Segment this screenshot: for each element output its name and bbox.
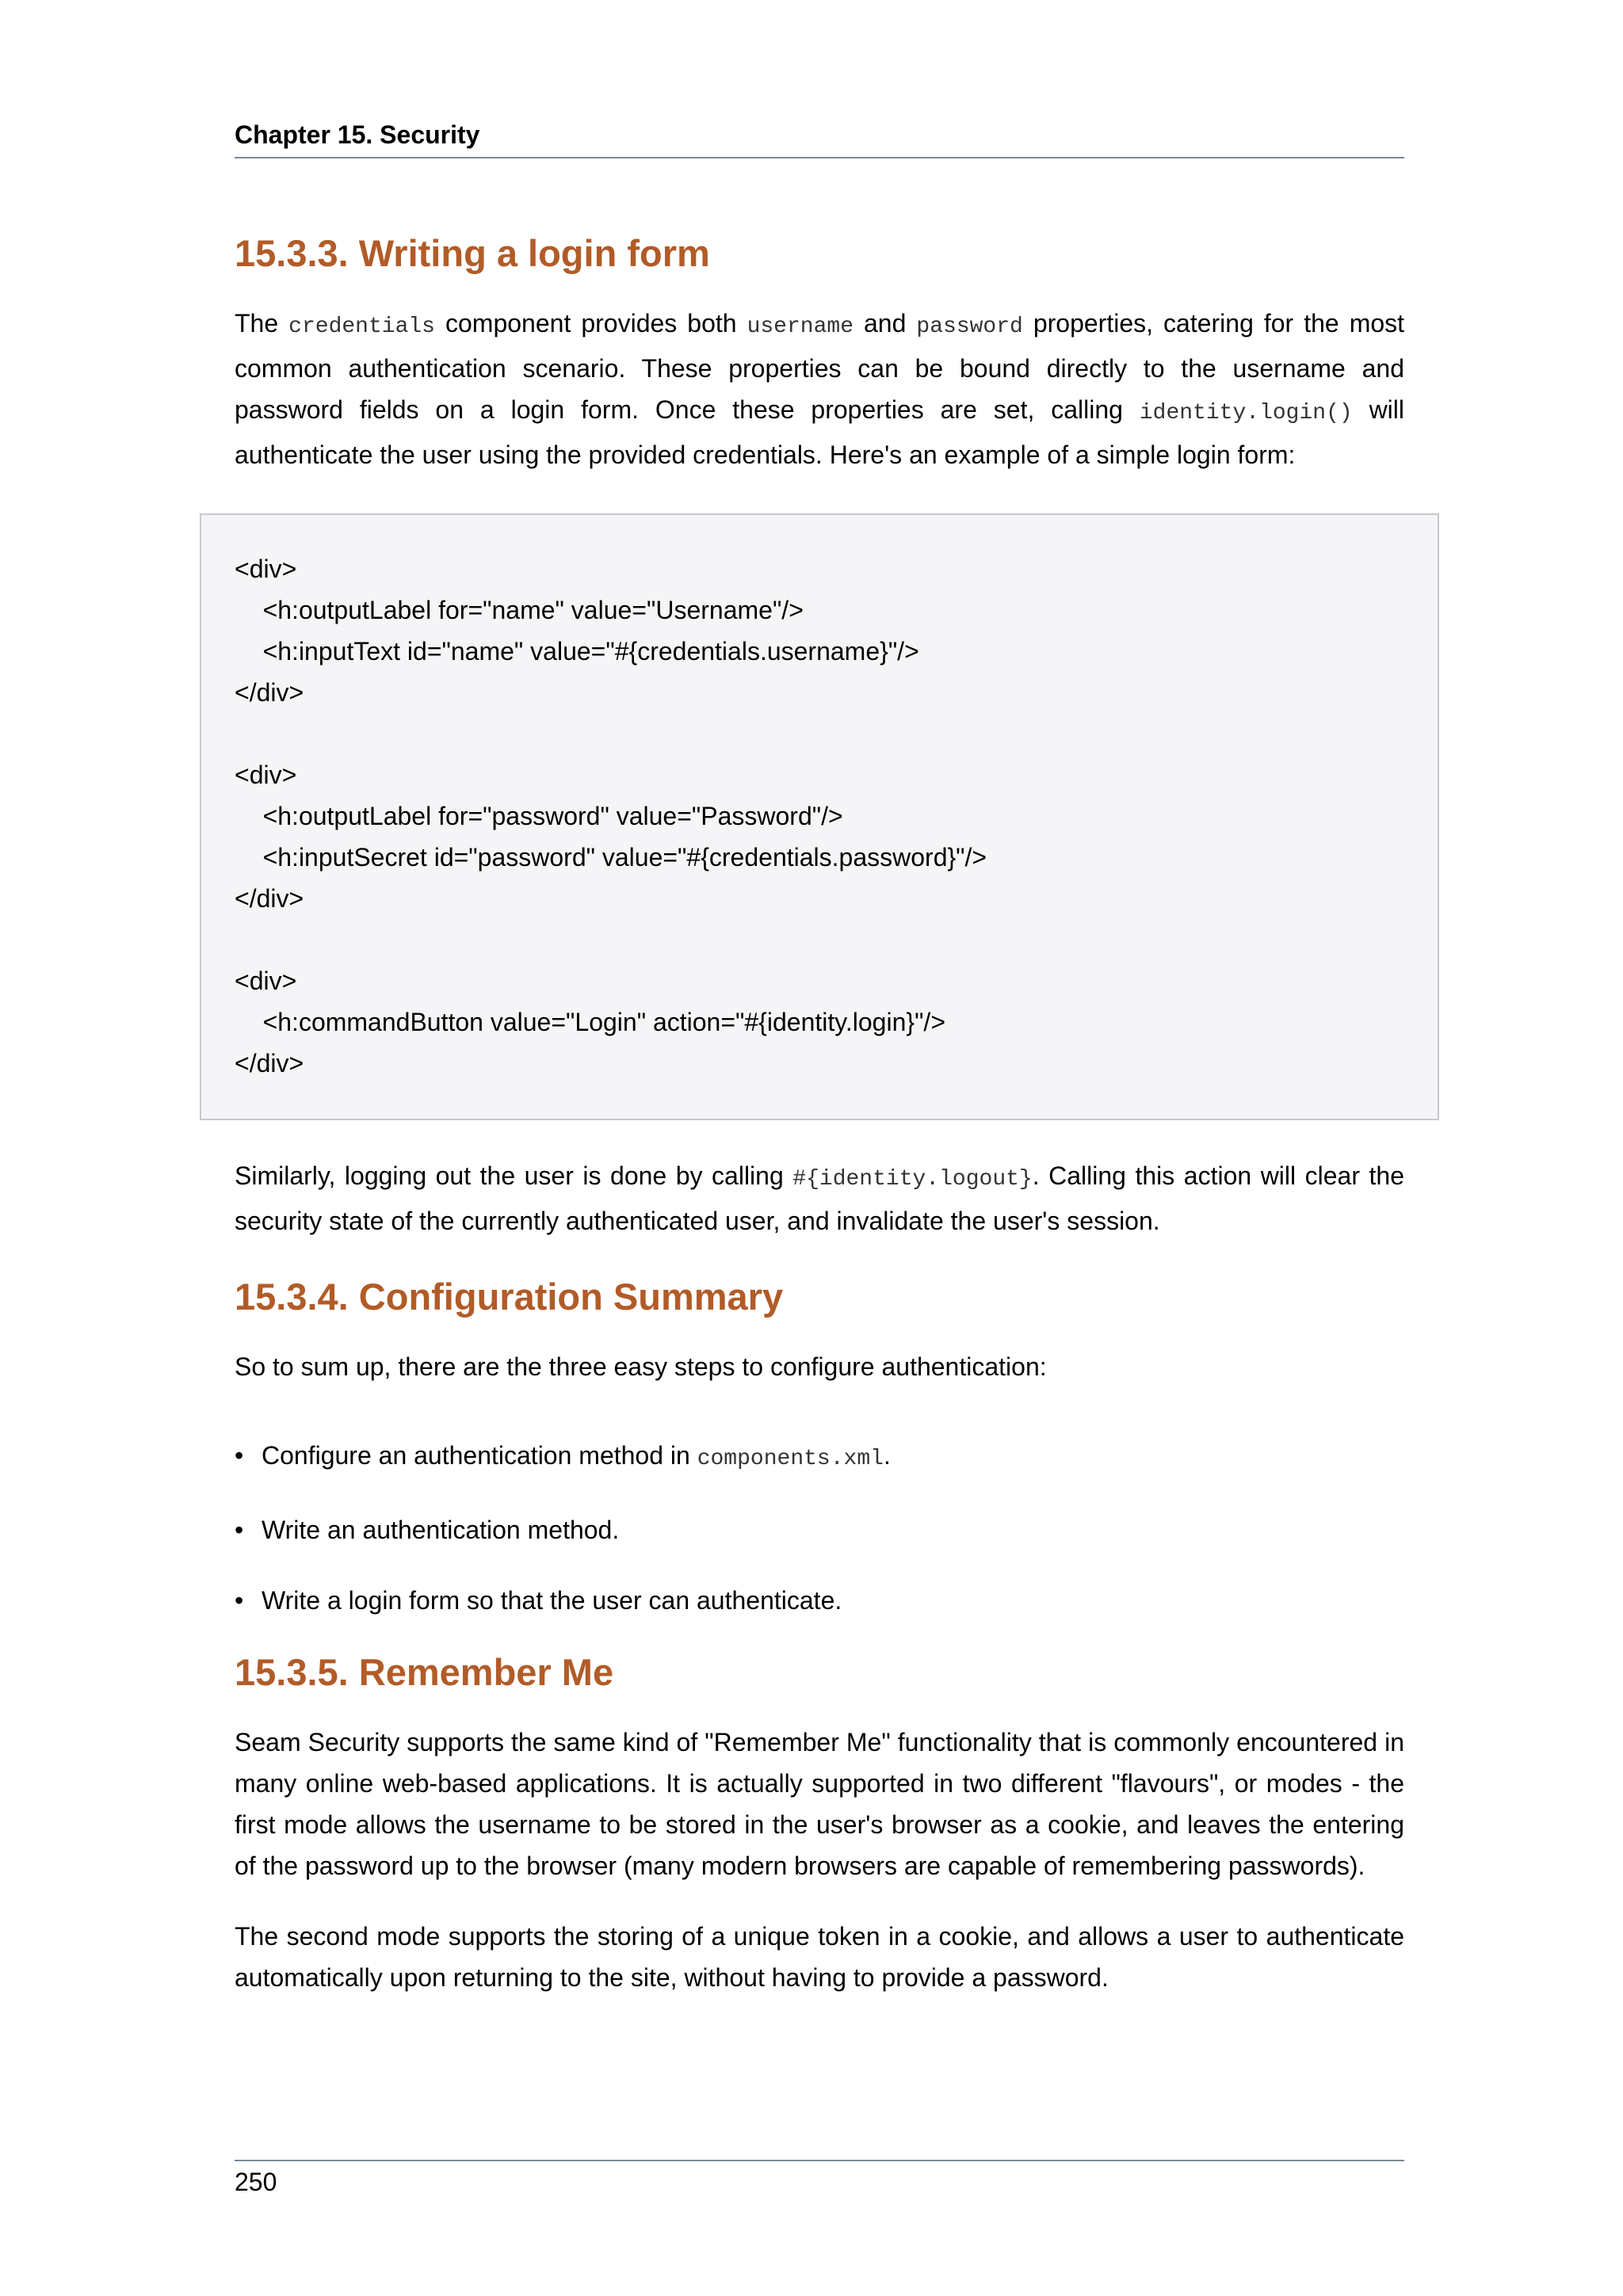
code-line: <h:inputSecret id="password" value="#{credentials.password}"/>	[235, 843, 987, 871]
text-run: component provides both	[435, 309, 747, 338]
list-item	[235, 1509, 1404, 1550]
inline-code-username: username	[747, 315, 854, 339]
summary-intro-paragraph: So to sum up, there are the three easy steps to configure authentication:	[235, 1352, 1047, 1381]
section-title-login-form: 15.3.3. Writing a login form	[235, 232, 710, 274]
text-run: Configure an authentication method in	[262, 1441, 697, 1470]
footer-divider	[235, 2160, 1404, 2161]
code-line: <div>	[235, 761, 297, 789]
text-run: The	[235, 309, 289, 338]
code-line: <div>	[235, 967, 297, 995]
text-run: .	[883, 1441, 891, 1470]
code-line: <h:outputLabel for="password" value="Password"/>	[235, 802, 843, 830]
text-run: will authenticate the user using the provided credentials. Here's an example of a simple login form:	[235, 395, 1405, 469]
text-run: and	[854, 309, 917, 338]
logout-paragraph	[235, 1155, 1404, 1241]
list-item	[235, 1435, 1404, 1480]
section-title-remember-me: 15.3.5. Remember Me	[235, 1651, 614, 1693]
page-number: 250	[235, 2168, 277, 2196]
remember-me-paragraph-2: The second mode supports the storing of a unique token in a cookie, and allows a user to authenticate automatically upon returning to the site, without having to provide a password.	[235, 1922, 1404, 1992]
chapter-header: Chapter 15. Security	[235, 120, 480, 149]
steps-list	[235, 1435, 1404, 1621]
login-form-intro-paragraph	[235, 303, 1404, 475]
code-line: <h:commandButton value="Login" action="#{identity.login}"/>	[235, 1008, 945, 1036]
inline-code-credentials: credentials	[288, 315, 435, 339]
code-line: <h:inputText id="name" value="#{credentials.username}"/>	[235, 637, 919, 666]
bullet-glyph: •	[235, 1586, 244, 1615]
text-run: Write a login form so that the user can authenticate.	[262, 1586, 842, 1615]
code-line: </div>	[235, 884, 304, 913]
code-line: </div>	[235, 1049, 304, 1077]
text-run: Write an authentication method.	[262, 1516, 620, 1544]
text-run: . Calling this action will clear the security state of the currently authenticated user, and invalidate the user's session.	[235, 1161, 1405, 1235]
inline-code-password: password	[916, 315, 1023, 339]
inline-code-identity-login: identity.login()	[1139, 401, 1353, 425]
code-line	[235, 713, 1404, 754]
code-example-block	[200, 513, 1439, 1120]
text-run: properties, catering for the most common authentication scenario. These properties can be bound directly to the username and password fields on a login form. Once these properties are set, calling	[235, 309, 1405, 424]
remember-me-paragraph-1: Seam Security supports the same kind of "Remember Me" functionality that is commonly encountered in many online web-based applications. It is actually supported in two different "flavours", or modes - the first mode allows the username to be stored in the user's browser as a cookie, and leaves the entering of the password up to the browser (many modern browsers are capable of remembering passwords).	[235, 1728, 1404, 1880]
code-line	[235, 919, 1404, 960]
bullet-glyph: •	[235, 1441, 244, 1470]
page-content	[235, 230, 1404, 1998]
code-line: <div>	[235, 555, 297, 583]
text-run: Similarly, logging out the user is done by calling	[235, 1161, 793, 1190]
inline-code-components-xml: components.xml	[697, 1447, 884, 1471]
header-divider	[235, 157, 1404, 158]
bullet-glyph: •	[235, 1516, 244, 1544]
code-line: </div>	[235, 678, 304, 707]
section-title-configuration-summary: 15.3.4. Configuration Summary	[235, 1276, 784, 1318]
code-line: <h:outputLabel for="name" value="Username"/>	[235, 596, 804, 624]
list-item	[235, 1580, 1404, 1621]
inline-code-identity-logout: #{identity.logout}	[792, 1167, 1033, 1192]
